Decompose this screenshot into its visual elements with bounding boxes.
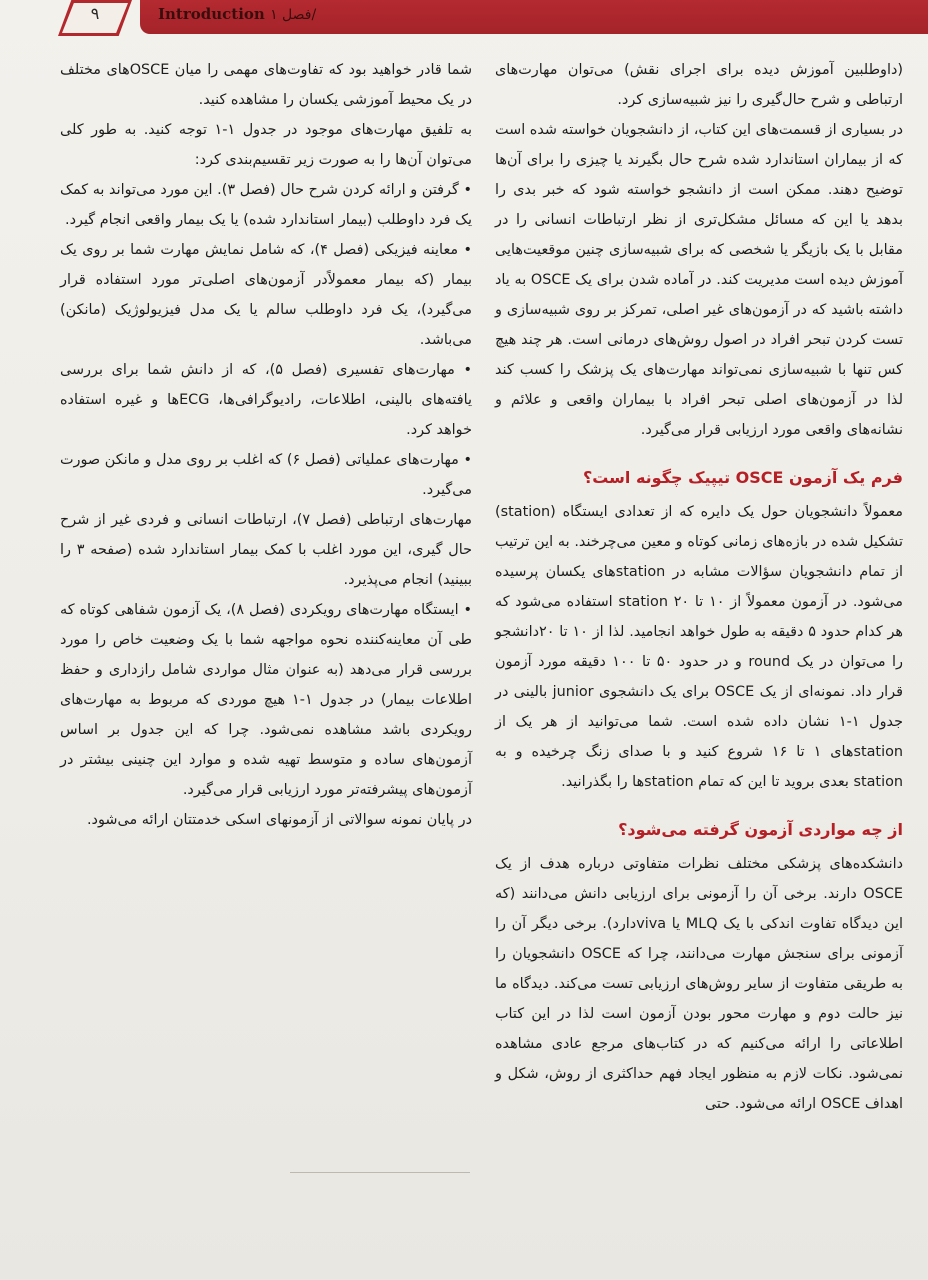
paragraph: شما قادر خواهید بود که تفاوت‌های مهمی را میان OSCEهای مختلف در یک محیط آموزشی یکسان را مشاهده کنید. [60, 62, 473, 108]
paragraph: معمولاً دانشجویان حول یک دایره که از تعدادی ایستگاه (station) تشکیل شده در بازه‌های زمانی کوتاه و معین می‌چرخند. به این ترتیب از تمام دانشجویان سؤالات مشابه در stationهای یکسان پرسیده می‌شود. در آزمون معمولاً از ۱۰ تا ۲۰ station استفاده می‌شود که هر کدام حدود ۵ دقیقه به طول خواهد انجامید. لذا از ۱۰ تا ۲۰دانشجو را می‌توان در یک round و در حدود ۵۰ تا ۱۰۰ دقیقه مورد آزمون قرار داد. نمونه‌ای از یک OSCE برای یک دانشجوی junior بالینی در جدول ۱-۱ نشان داده شده است. شما می‌توانید از هر یک از stationهای ۱ تا ۱۶ شروع کنید و با صدای زنگ چرخیده و به station بعدی بروید تا این که تمام stationها را بگذرانید. [495, 504, 904, 790]
paragraph: به تلفیق مهارت‌های موجود در جدول ۱-۱ توجه کنید. به طور کلی می‌توان آن‌ها را به صورت زیر تقسیم‌بندی کرد: [60, 122, 472, 168]
bullet-item: • مهارت‌های تفسیری (فصل ۵)، که از دانش شما برای بررسی یافته‌های بالینی، اطلاعات، رادیوگرافی‌ها، ECGها و غیره استفاده خواهد کرد. [60, 355, 472, 445]
paragraph: در پایان نمونه سوالاتی از آزمونهای اسکی خدمتتان ارائه می‌شود. [86, 812, 472, 828]
bullet-item: • مهارت‌های عملیاتی (فصل ۶) که اغلب بر روی مدل و مانکن صورت می‌گیرد. [60, 445, 472, 505]
footnote-divider [290, 1172, 470, 1173]
paragraph: در بسیاری از قسمت‌های این کتاب، از دانشجویان خواسته شده است که از بیماران استاندارد شده شرح حال بگیرند یا چیزی را برای آن‌ها توضیح دهند. ممکن است از دانشجو خواسته شود که خبر بدی را بدهد یا این که مسائل مشکل‌تری از نظر ارتباطات انسانی را در مقابل با یک بازیگر یا شخصی که برای شبیه‌سازی چنین موقعیت‌هایی آموزش دیده است مدیریت کند. در آماده شدن برای یک OSCE به یاد داشته باشید که در آزمون‌های غیر اصلی، تمرکز بر روی شبیه‌سازی و تست کردن تبحر افراد در اصول روش‌های درمانی است. هر چند هیچ کس تنها با شبیه‌سازی نمی‌تواند مهارت‌های یک پزشک را کسب کند لذا در آزمون‌های اصلی تبحر افراد با بیماران واقعی و علائم و نشانه‌های واقعی مورد ارزیابی قرار می‌گیرد. [495, 122, 903, 438]
chapter-title [158, 5, 316, 23]
paragraph: مهارت‌های ارتباطی (فصل ۷)، ارتباطات انسانی و فردی غیر از شرح حال گیری، این مورد اغلب با کمک بیمار استاندارد شده (صفحه ۳ را ببینید) انجام می‌پذیرد. [60, 512, 472, 588]
page-header [58, 0, 928, 36]
bullet-item: • معاینه فیزیکی (فصل ۴)، که شامل نمایش مهارت شما بر روی یک بیمار (که بیمار معمولاًدر آزمون‌های اصلی‌تر مورد استفاده قرار می‌گیرد)، یک فرد داوطلب سالم یا یک مدل فیزیولوژیک (مانکن) می‌باشد. [60, 235, 472, 355]
paragraph: دانشکده‌های پزشکی مختلف نظرات متفاوتی درباره هدف از یک OSCE دارند. برخی آن را آزمونی برای ارزیابی دانش می‌دانند (که این دیدگاه تفاوت اندکی با یک MLQ یا vivaدارد). برخی دیگر آن را آزمونی برای سنجش مهارت می‌دانند، چرا که OSCE دانشجویان را به طریقی متفاوت از سایر روش‌های ارزیابی تست می‌کند. دیدگاه ما نیز حالت دوم و مهارت محور بودن آزمون است لذا در این کتاب اطلاعاتی را ارائه می‌کنیم که در کتاب‌های مرجع عادی مشاهده نمی‌شود. نکات لازم به منظور ایجاد فهم حداکثری از روش، شکل و اهداف OSCE ارائه می‌شود. حتی [495, 856, 904, 1112]
bullet-item: • ایستگاه مهارت‌های رویکردی (فصل ۸)، یک آزمون شفاهی کوتاه که طی آن معاینه‌کننده نحوه مواجهه شما با یک وضعیت خاص را مورد بررسی قرار می‌دهد (به عنوان مثال مواردی شامل رازداری و حفظ اطلاعات بیمار) در جدول ۱-۱ هیچ موردی که مربوط به مهارت‌های رویکردی باشد مشاهده نمی‌شود. چرا که این جدول بر اساس آزمون‌های ساده و متوسط تهیه شده و موارد این چنینی بیشتر در آزمون‌های پیشرفته‌تر مورد ارزیابی قرار می‌گیرد. [60, 595, 472, 805]
chapter-title-en: Introduction [158, 5, 265, 23]
bullet-item: • گرفتن و ارائه کردن شرح حال (فصل ۳). این مورد می‌تواند به کمک یک فرد داوطلب (بیمار استاندارد شده) یا یک بیمار واقعی انجام گیرد. [60, 175, 472, 235]
paragraph: (داوطلبین آموزش دیده برای اجرای نقش) می‌توان مهارت‌های ارتباطی و شرح حال‌گیری را نیز شبیه‌سازی کرد. [495, 62, 903, 108]
section-heading: از چه مواردی آزمون گرفته می‌شود؟ [618, 820, 903, 839]
left-column [60, 55, 472, 835]
page-number: ۹ [90, 4, 100, 23]
right-column [495, 55, 903, 1119]
chapter-label: فصل ۱/ [270, 7, 317, 23]
section-heading: فرم یک آزمون OSCE تیپیک چگونه است؟ [582, 468, 903, 487]
